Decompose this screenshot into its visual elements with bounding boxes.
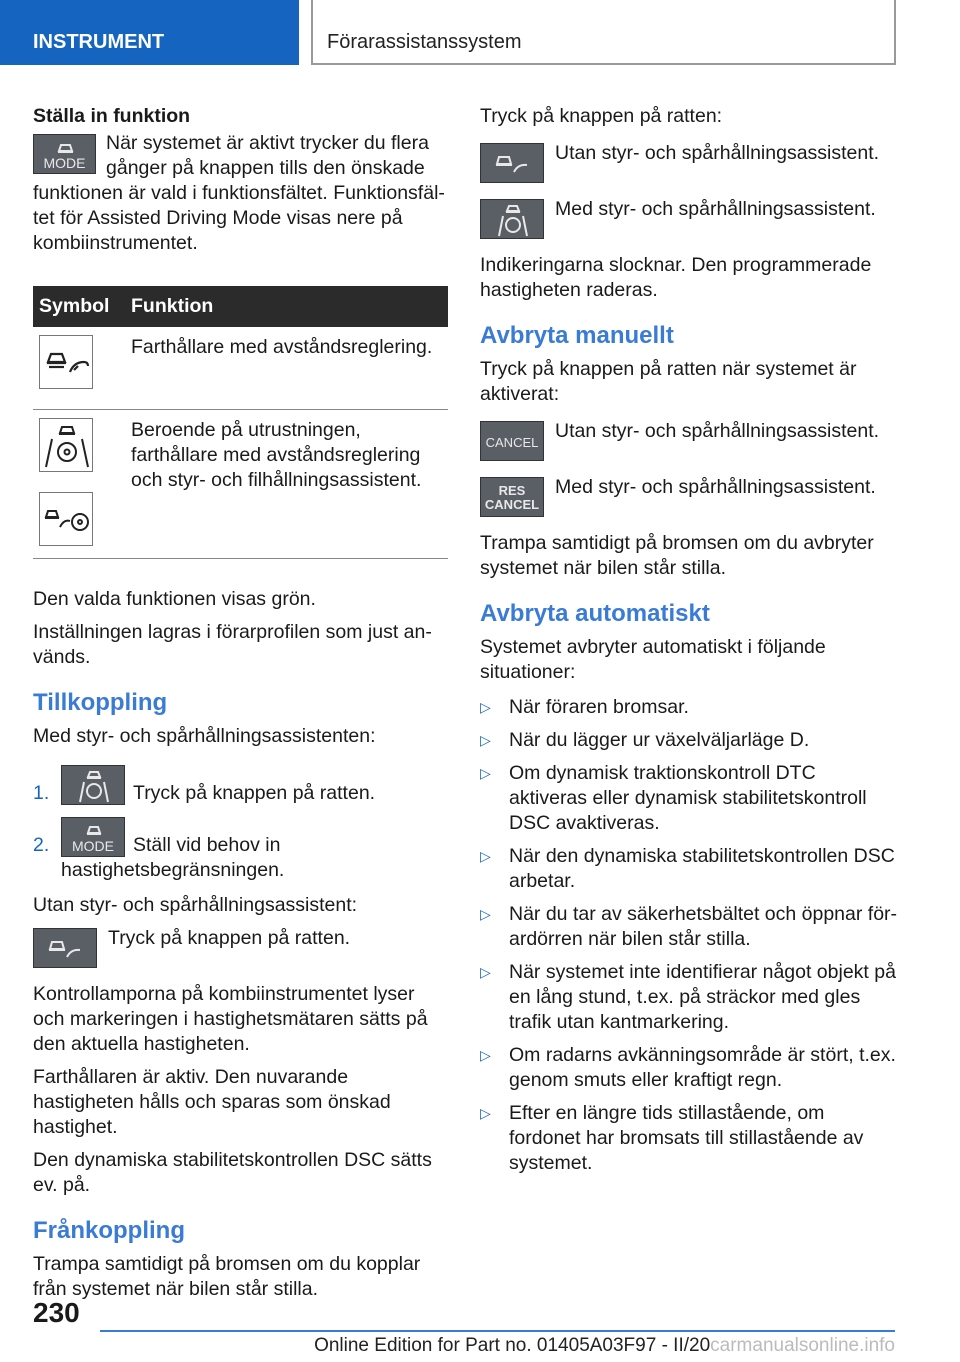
step-number: 2. xyxy=(33,834,50,856)
cruise-button-icon xyxy=(480,143,544,183)
cancel-button-icon xyxy=(480,421,544,461)
paragraph-saved: Inställningen lagras i förarprofilen som just används. xyxy=(33,621,432,668)
row2-text: Beroende på utrustningen, farthållare med avståndsreglering och styr- och filhållningsassistent. xyxy=(125,410,448,559)
icon-row xyxy=(480,419,898,461)
table-row xyxy=(33,410,448,559)
paragraph-green: Den valda funktionen visas grön. xyxy=(33,588,316,610)
cruise-button-icon xyxy=(33,928,97,968)
heading-manual-cancel: Avbryta manuellt xyxy=(480,322,674,349)
res-cancel-label: CANCEL xyxy=(484,497,540,512)
watermark: carmanualsonline.info xyxy=(710,1335,895,1356)
right-column xyxy=(480,104,898,1184)
heading-frankoppling: Frånkoppling xyxy=(33,1217,185,1244)
list-item: ▷ När systemet inte identifierar något objekt på en lång stund, t.ex. på sträckor med gles trafik utan kantmarkering. xyxy=(480,961,896,1033)
list-item: ▷ När föraren bromsar. xyxy=(480,696,689,718)
footer-divider xyxy=(100,1330,895,1332)
icon-row-text: Utan styr- och spårhållningsassistent. xyxy=(555,142,880,164)
paragraph-indicators: Indikeringarna slocknar. Den programmerade hastigheten raderas. xyxy=(480,254,872,301)
steering-assist-button-icon xyxy=(61,765,125,805)
step-number: 1. xyxy=(33,782,50,804)
table-row xyxy=(33,327,448,410)
section-tab: INSTRUMENT xyxy=(0,0,299,65)
page-header-title: Förarassistanssystem xyxy=(311,0,896,65)
list-item: ▷ När du lägger ur växelväljarläge D. xyxy=(480,729,810,751)
icon-row-text: Med styr- och spårhållningsassistent. xyxy=(555,476,876,498)
list-item: ▷ När den dynamiska stabilitetskontrollen DSC arbetar. xyxy=(480,845,895,892)
paragraph-manual: Tryck på knappen på ratten när systemet är aktiverat: xyxy=(480,358,857,405)
list-item: ▷ Efter en längre tids stillastående, om fordonet har bromsats till stillastående av systemet. xyxy=(480,1102,864,1174)
icon-row xyxy=(480,197,898,239)
cancel-label: CANCEL xyxy=(485,435,539,450)
edition-text: Online Edition for Part no. 01405A03F97 - II/20 xyxy=(314,1335,711,1356)
paragraph-auto: Systemet avbryter automatiskt i följande situationer: xyxy=(480,636,826,683)
icon-row xyxy=(480,475,898,517)
page-number: 230 xyxy=(33,1297,80,1328)
steps-list xyxy=(33,765,448,883)
steering-lane-assist-icon xyxy=(39,418,93,472)
col-symbol: Symbol xyxy=(33,286,125,327)
triangle-bullet-icon: ▷ xyxy=(480,906,491,922)
paragraph-set-function: När systemet är aktivt trycker du flera gånger på knappen tills den önskade funktionen är vald i funktionsfältet. Funktionsfältet för Assisted Driving Mode visas nere på kombiinstrumentet. xyxy=(33,132,445,254)
cruise-distance-icon xyxy=(39,335,93,389)
list-item xyxy=(33,765,448,807)
paragraph-off: Trampa samtidigt på bromsen om du kopplar från systemet när bilen står stilla. xyxy=(33,1253,421,1300)
col-function: Funktion xyxy=(125,286,448,327)
list-item xyxy=(33,817,448,883)
paragraph-lamps: Kontrollamporna på kombiinstrumentet lyser och markeringen i hastighetsmätaren sätts på den aktuella hastigheten. xyxy=(33,983,428,1055)
paragraph-brake: Trampa samtidigt på bromsen om du avbryter systemet när bilen står stilla. xyxy=(480,532,874,579)
paragraph-dsc: Den dynamiska stabilitetskontrollen DSC sätts ev. på. xyxy=(33,1149,432,1196)
triangle-bullet-icon: ▷ xyxy=(480,964,491,980)
press-text: Tryck på knappen på ratten. xyxy=(108,927,351,949)
triangle-bullet-icon: ▷ xyxy=(480,765,491,781)
heading-auto-cancel: Avbryta automatiskt xyxy=(480,600,710,627)
icon-row-text: Utan styr- och spårhållningsassistent. xyxy=(555,420,880,442)
icon-row-text: Med styr- och spårhållningsassistent. xyxy=(555,198,876,220)
paragraph-on-intro: Med styr- och spårhållningsassistenten: xyxy=(33,725,376,747)
step-text: Ställ vid behov in hastighetsbegränsningen. xyxy=(61,834,285,881)
paragraph-press-intro: Tryck på knappen på ratten: xyxy=(480,105,723,127)
row1-text: Farthållare med avståndsreglering. xyxy=(125,327,448,410)
step-text: Tryck på knappen på ratten. xyxy=(133,782,376,804)
heading-set-function: Ställa in funktion xyxy=(33,105,191,127)
symbol-function-table xyxy=(33,286,448,559)
res-cancel-button-icon xyxy=(480,477,544,517)
heading-tillkoppling: Tillkoppling xyxy=(33,689,168,716)
auto-cancel-list xyxy=(480,695,898,1176)
icon-row xyxy=(480,141,898,183)
triangle-bullet-icon: ▷ xyxy=(480,732,491,748)
triangle-bullet-icon: ▷ xyxy=(480,699,491,715)
cruise-steering-icon xyxy=(39,492,93,546)
triangle-bullet-icon: ▷ xyxy=(480,1047,491,1063)
paragraph-active: Farthållaren är aktiv. Den nuvarande hastigheten hålls och sparas som önskad hastighet. xyxy=(33,1066,391,1138)
press-row xyxy=(33,926,448,968)
paragraph-without: Utan styr- och spårhållningsassistent: xyxy=(33,894,358,916)
steering-assist-button-icon xyxy=(480,199,544,239)
list-item: ▷ När du tar av säkerhetsbältet och öppnar förardörren när bilen står stilla. xyxy=(480,903,898,950)
left-column xyxy=(33,104,448,1310)
triangle-bullet-icon: ▷ xyxy=(480,848,491,864)
mode-label: MODE xyxy=(43,155,86,171)
triangle-bullet-icon: ▷ xyxy=(480,1105,491,1121)
mode-button-icon xyxy=(33,134,96,174)
list-item: ▷ Om radarns avkänningsområde är stört, t.ex. genom smuts eller kraftigt regn. xyxy=(480,1044,896,1091)
mode-button-icon xyxy=(61,817,125,857)
res-label: RES xyxy=(498,483,526,498)
footer-edition xyxy=(0,1333,895,1358)
mode-label: MODE xyxy=(72,838,114,854)
list-item: ▷ Om dynamisk traktionskontroll DTC aktiveras eller dynamisk stabilitetskontroll DSC avaktiveras. xyxy=(480,762,867,834)
